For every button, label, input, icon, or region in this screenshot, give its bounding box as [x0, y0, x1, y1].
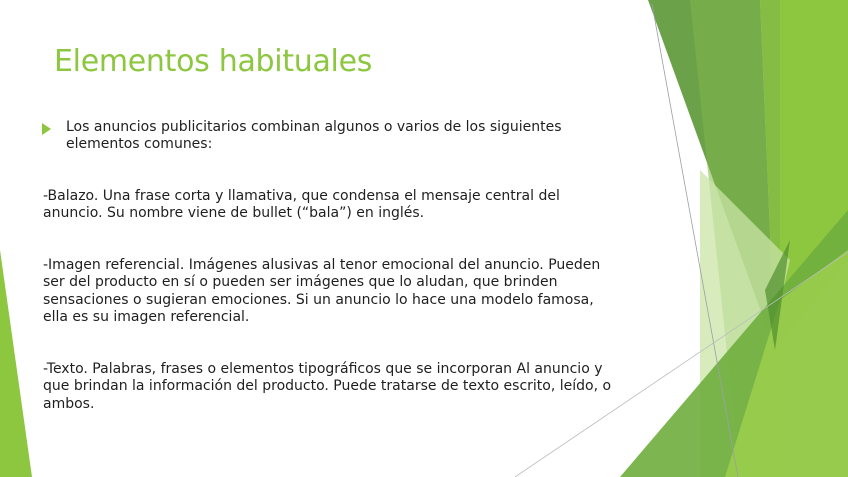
paragraph-texto: -Texto. Palabras, frases o elementos tipográficos que se incorporan Al anuncio y que brindan la información del producto. Puede tratarse de texto escrito, leído, o ambos.: [43, 361, 612, 412]
paragraph-balazo: -Balazo. Una frase corta y llamativa, que condensa el mensaje central del anuncio. Su nombre viene de bullet (“bala”) en inglés.: [43, 188, 560, 222]
paragraph-imagen-referencial: -Imagen referencial. Imágenes alusivas al tenor emocional del anuncio. Pueden ser del producto en sí o pueden ser imágenes que lo aludan, que brinden sensaciones o sugieran emociones. Si un anuncio lo hace una modelo famosa, ella es su imagen referencial.: [43, 257, 601, 325]
bullet-text: Los anuncios publicitarios combinan algunos o varios de los siguientes elementos comunes:: [66, 119, 562, 152]
slide-title: Elementos habituales: [54, 44, 373, 79]
left-green-sliver: [0, 250, 32, 477]
bullet-item: [42, 119, 602, 153]
triangle-bullet-icon: [42, 123, 51, 135]
